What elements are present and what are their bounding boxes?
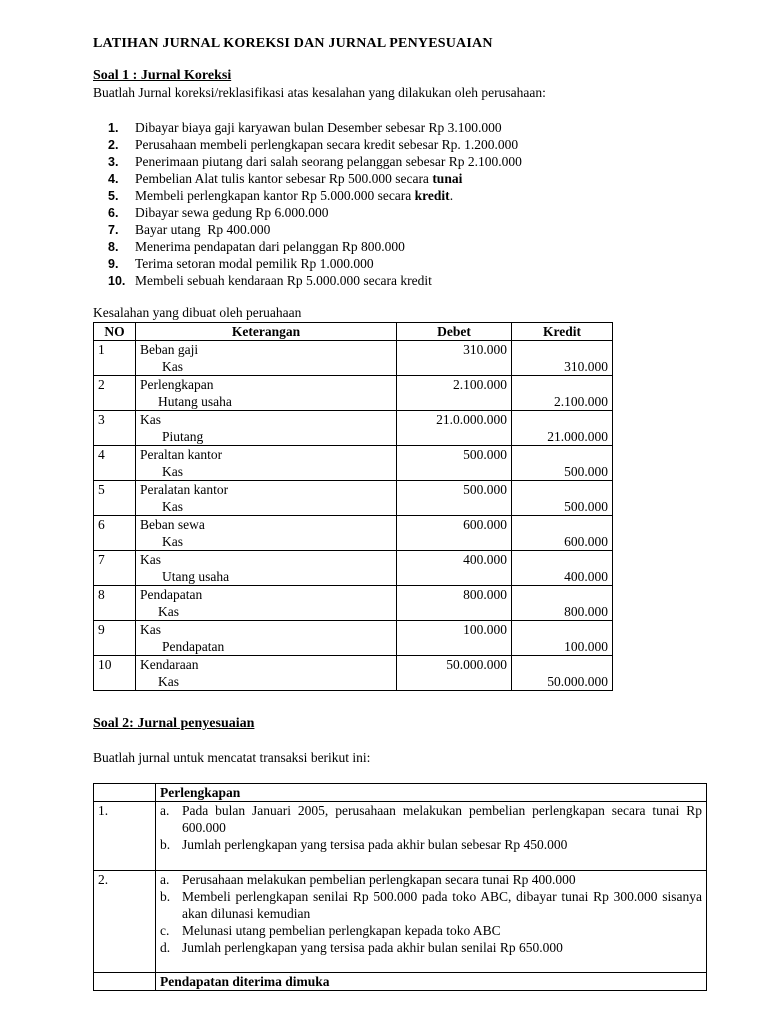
problem-no: 2. [94, 871, 156, 973]
row-no: 10 [94, 656, 136, 691]
row-keterangan [136, 516, 397, 551]
table-header-row [94, 323, 613, 341]
header-debet: Debet [397, 323, 512, 341]
sub-item-letter: c. [160, 923, 170, 938]
soal2-heading: Soal 2: Jurnal penyesuaian [93, 716, 255, 731]
transaction-item [108, 272, 522, 289]
transaction-item [108, 255, 522, 272]
row-keterangan [136, 586, 397, 621]
debet-value: 800.000 [463, 587, 507, 602]
item-text: Membeli perlengkapan kantor Rp 5.000.000 secara [135, 188, 415, 203]
row-kredit [512, 341, 613, 376]
item-emphasis: tunai [432, 171, 463, 186]
row-kredit [512, 411, 613, 446]
item-number: 9. [108, 257, 119, 271]
sub-item-letter: b. [160, 837, 171, 852]
table-row [94, 481, 613, 516]
transaction-item [108, 119, 522, 136]
sub-item [160, 939, 702, 956]
table-row [94, 446, 613, 481]
row-keterangan [136, 656, 397, 691]
row-kredit [512, 621, 613, 656]
row-keterangan [136, 376, 397, 411]
credit-account: Kas [158, 674, 179, 689]
item-text: Dibayar biaya gaji karyawan bulan Desember sebesar Rp 3.100.000 [135, 120, 502, 135]
debit-account: Perlengkapan [140, 377, 214, 392]
row-kredit [512, 481, 613, 516]
row-no: 5 [94, 481, 136, 516]
row-debet [397, 376, 512, 411]
sub-item-letter: b. [160, 889, 171, 904]
section-row [94, 784, 707, 802]
problem-no: 1. [94, 802, 156, 871]
debit-account: Pendapatan [140, 587, 203, 602]
row-no: 9 [94, 621, 136, 656]
document-title: LATIHAN JURNAL KOREKSI DAN JURNAL PENYESUAIAN [93, 36, 493, 51]
item-text: Perusahaan membeli perlengkapan secara kredit sebesar Rp. 1.200.000 [135, 137, 519, 152]
row-no: 6 [94, 516, 136, 551]
transaction-item [108, 136, 522, 153]
sub-item-letter: a. [160, 872, 170, 887]
row-kredit [512, 516, 613, 551]
row-kredit [512, 376, 613, 411]
soal1-transaction-list [108, 119, 522, 289]
transaction-item [108, 238, 522, 255]
item-number: 6. [108, 206, 119, 220]
item-text: Bayar utang Rp 400.000 [135, 222, 271, 237]
sub-item [160, 871, 702, 888]
item-text: Membeli sebuah kendaraan Rp 5.000.000 secara kredit [135, 273, 432, 288]
table-row [94, 656, 613, 691]
row-debet [397, 551, 512, 586]
debet-value: 500.000 [463, 447, 507, 462]
problem-row [94, 802, 707, 871]
soal2-instruction: Buatlah jurnal untuk mencatat transaksi berikut ini: [93, 750, 371, 765]
item-number: 2. [108, 138, 119, 152]
row-debet [397, 446, 512, 481]
item-text: Menerima pendapatan dari pelanggan Rp 800.000 [135, 239, 405, 254]
credit-account: Hutang usaha [158, 394, 232, 409]
row-keterangan [136, 551, 397, 586]
row-kredit [512, 446, 613, 481]
section-title-pendapatan: Pendapatan diterima dimuka [156, 973, 707, 991]
item-number: 5. [108, 189, 119, 203]
transaction-item [108, 204, 522, 221]
row-keterangan [136, 481, 397, 516]
transaction-item [108, 221, 522, 238]
item-text: Penerimaan piutang dari salah seorang pelanggan sebesar Rp 2.100.000 [135, 154, 522, 169]
item-number: 1. [108, 121, 119, 135]
adjustment-table [93, 783, 707, 991]
kredit-value: 800.000 [564, 604, 608, 619]
error-journal-table [93, 322, 613, 691]
table-caption: Kesalahan yang dibuat oleh peruahaan [93, 305, 302, 320]
item-number: 3. [108, 155, 119, 169]
row-no: 1 [94, 341, 136, 376]
sub-item-text: Membeli perlengkapan senilai Rp 500.000 pada toko ABC, dibayar tunai Rp 300.000 sisanya akan dilunasi kemudian [182, 889, 702, 921]
item-number: 10. [108, 274, 126, 288]
item-text: Dibayar sewa gedung Rp 6.000.000 [135, 205, 329, 220]
debit-account: Peralatan kantor [140, 482, 229, 497]
kredit-value: 21.000.000 [547, 429, 608, 444]
table-row [94, 586, 613, 621]
sub-item-text: Pada bulan Januari 2005, perusahaan melakukan pembelian perlengkapan secara tunai Rp 600.000 [182, 803, 702, 835]
transaction-item [108, 170, 522, 187]
kredit-value: 2.100.000 [554, 394, 608, 409]
debit-account: Kas [140, 622, 161, 637]
sub-item-letter: d. [160, 940, 171, 955]
debit-account: Kas [140, 412, 161, 427]
row-no: 8 [94, 586, 136, 621]
sub-item-text: Melunasi utang pembelian perlengkapan kepada toko ABC [182, 923, 501, 938]
item-suffix: . [449, 188, 454, 203]
problem-items [156, 802, 707, 871]
credit-account: Kas [158, 604, 179, 619]
section-row [94, 973, 707, 991]
row-debet [397, 621, 512, 656]
row-debet [397, 341, 512, 376]
credit-account: Kas [162, 464, 183, 479]
sub-item-text: Perusahaan melakukan pembelian perlengkapan secara tunai Rp 400.000 [182, 872, 576, 887]
kredit-value: 310.000 [564, 359, 608, 374]
header-kredit: Kredit [512, 323, 613, 341]
transaction-item [108, 187, 522, 204]
credit-account: Utang usaha [162, 569, 230, 584]
debet-value: 100.000 [463, 622, 507, 637]
problem-items [156, 871, 707, 973]
item-number: 8. [108, 240, 119, 254]
row-keterangan [136, 341, 397, 376]
row-kredit [512, 586, 613, 621]
debet-value: 2.100.000 [453, 377, 507, 392]
kredit-value: 100.000 [564, 639, 608, 654]
debet-value: 50.000.000 [446, 657, 507, 672]
credit-account: Kas [162, 359, 183, 374]
row-no: 4 [94, 446, 136, 481]
credit-account: Pendapatan [162, 639, 225, 654]
item-emphasis: kredit [414, 188, 450, 203]
row-debet [397, 516, 512, 551]
sub-item-letter: a. [160, 803, 170, 818]
section-no-cell [94, 784, 156, 802]
item-number: 4. [108, 172, 119, 186]
debet-value: 21.0.000.000 [436, 412, 507, 427]
debet-value: 600.000 [463, 517, 507, 532]
debit-account: Beban sewa [140, 517, 205, 532]
debit-account: Kas [140, 552, 161, 567]
table-row [94, 411, 613, 446]
sub-item [160, 922, 702, 939]
header-no: NO [94, 323, 136, 341]
soal1-heading: Soal 1 : Jurnal Koreksi [93, 68, 232, 83]
debet-value: 500.000 [463, 482, 507, 497]
row-keterangan [136, 411, 397, 446]
debet-value: 400.000 [463, 552, 507, 567]
row-debet [397, 411, 512, 446]
kredit-value: 400.000 [564, 569, 608, 584]
problem-row [94, 871, 707, 973]
sub-item [160, 888, 702, 922]
table-row [94, 551, 613, 586]
debet-value: 310.000 [463, 342, 507, 357]
table-row [94, 621, 613, 656]
row-keterangan [136, 621, 397, 656]
section-no-cell [94, 973, 156, 991]
credit-account: Piutang [162, 429, 204, 444]
row-kredit [512, 656, 613, 691]
row-debet [397, 586, 512, 621]
debit-account: Peraltan kantor [140, 447, 223, 462]
table-row [94, 376, 613, 411]
item-text: Terima setoran modal pemilik Rp 1.000.000 [135, 256, 374, 271]
sub-item [160, 802, 702, 836]
kredit-value: 600.000 [564, 534, 608, 549]
transaction-item [108, 153, 522, 170]
kredit-value: 500.000 [564, 464, 608, 479]
credit-account: Kas [162, 534, 183, 549]
row-no: 3 [94, 411, 136, 446]
sub-item-text: Jumlah perlengkapan yang tersisa pada akhir bulan senilai Rp 650.000 [182, 940, 563, 955]
table-row [94, 516, 613, 551]
row-no: 7 [94, 551, 136, 586]
kredit-value: 500.000 [564, 499, 608, 514]
section-title-perlengkapan: Perlengkapan [156, 784, 707, 802]
sub-item-text: Jumlah perlengkapan yang tersisa pada akhir bulan sebesar Rp 450.000 [182, 837, 568, 852]
debit-account: Beban gaji [140, 342, 199, 357]
sub-item [160, 836, 702, 853]
row-no: 2 [94, 376, 136, 411]
item-number: 7. [108, 223, 119, 237]
header-keterangan: Keterangan [136, 323, 397, 341]
kredit-value: 50.000.000 [547, 674, 608, 689]
row-kredit [512, 551, 613, 586]
item-text: Pembelian Alat tulis kantor sebesar Rp 500.000 secara [135, 171, 433, 186]
table-row [94, 341, 613, 376]
credit-account: Kas [162, 499, 183, 514]
row-debet [397, 481, 512, 516]
row-keterangan [136, 446, 397, 481]
soal1-instruction: Buatlah Jurnal koreksi/reklasifikasi atas kesalahan yang dilakukan oleh perusahaan: [93, 85, 546, 100]
debit-account: Kendaraan [140, 657, 199, 672]
row-debet [397, 656, 512, 691]
